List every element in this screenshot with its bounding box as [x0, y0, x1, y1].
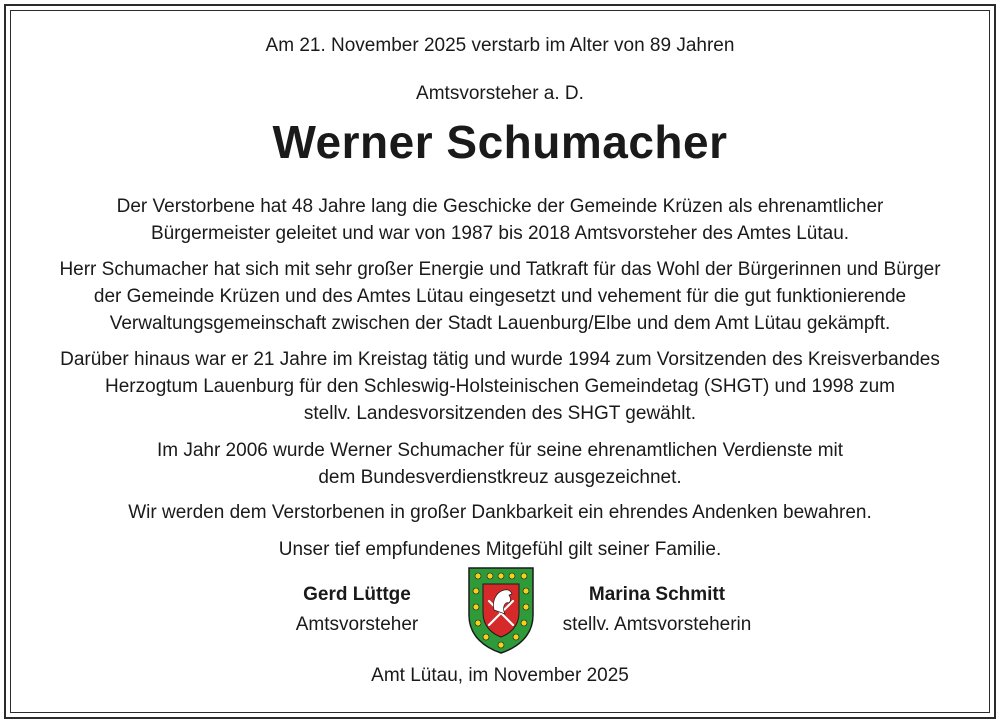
- text-line: Unser tief empfundenes Mitgefühl gilt seiner Familie.: [278, 539, 722, 560]
- text-line: Verwaltungsgemeinschaft zwischen der Stadt Lauenburg/Elbe und dem Amt Lütau gekämpft.: [109, 313, 891, 334]
- text-line: Der Verstorbene hat 48 Jahre lang die Geschicke der Gemeinde Krüzen als ehrenamtlicher: [116, 196, 884, 217]
- text-line: Wir werden dem Verstorbenen in großer Dankbarkeit ein ehrendes Andenken bewahren.: [128, 502, 872, 523]
- text-line: Bürgermeister geleitet und war von 1987 bis 2018 Amtsvorsteher des Amtes Lütau.: [150, 223, 850, 244]
- place-date: Amt Lütau, im November 2025: [371, 665, 629, 686]
- signatory-name: Marina Schmitt: [588, 584, 726, 605]
- signatory-right: [542, 580, 772, 640]
- text-line: stellv. Landesvorsitzenden des SHGT gewählt.: [303, 403, 697, 424]
- intro-line: Am 21. November 2025 verstarb im Alter von 89 Jahren: [265, 35, 735, 56]
- paragraph-gratitude: [12, 499, 988, 526]
- text-line: dem Bundesverdienstkreuz ausgezeichnet.: [318, 467, 682, 488]
- text-line: Darüber hinaus war er 21 Jahre im Kreistag tätig und wurde 1994 zum Vorsitzenden des Kreisverbandes: [60, 349, 940, 370]
- paragraph-engagement: [12, 256, 988, 337]
- paragraph-condolence: [12, 536, 988, 563]
- coat-of-arms-icon: [466, 565, 536, 655]
- paragraph-award: [12, 437, 988, 491]
- signatory-title: stellv. Amtsvorsteherin: [562, 614, 752, 635]
- signatory-title: Amtsvorsteher: [295, 614, 419, 635]
- obituary-notice: [12, 12, 988, 711]
- signatory-name: Gerd Lüttge: [303, 584, 411, 605]
- text-line: Herzogtum Lauenburg für den Schleswig-Holsteinischen Gemeindetag (SHGT) und 1998 zum: [105, 376, 895, 397]
- text-line: der Gemeinde Krüzen und des Amtes Lütau eingesetzt und vehement für die gut funktionierende: [93, 286, 907, 307]
- former-role: Amtsvorsteher a. D.: [416, 83, 584, 104]
- text-line: Im Jahr 2006 wurde Werner Schumacher für seine ehrenamtlichen Verdienste mit: [156, 440, 844, 461]
- paragraph-career: [12, 193, 988, 247]
- deceased-name: Werner Schumacher: [272, 116, 728, 168]
- text-line: Herr Schumacher hat sich mit sehr großer Energie und Tatkraft für das Wohl der Bürgerinnen und Bürger: [59, 259, 941, 280]
- signatory-left: [267, 580, 447, 640]
- paragraph-kreistag: [12, 346, 988, 427]
